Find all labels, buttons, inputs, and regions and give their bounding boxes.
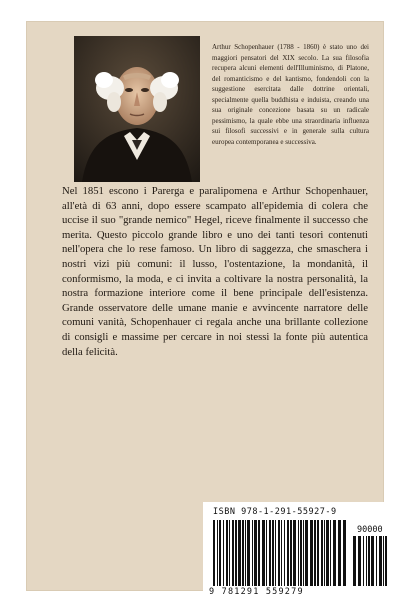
- barcode-bar: [376, 536, 377, 586]
- barcode-bar: [326, 520, 329, 586]
- barcode-bar: [300, 520, 302, 586]
- barcode-bar: [213, 520, 215, 586]
- barcode-bar: [310, 520, 313, 586]
- isbn-label: ISBN 978-1-291-55927-9: [213, 507, 337, 517]
- back-cover: [27, 22, 383, 597]
- barcode-bar: [305, 520, 308, 586]
- barcode-digits: 9 781291 559279: [209, 587, 304, 597]
- barcode-bar: [330, 520, 331, 586]
- barcode-bar: [226, 520, 228, 586]
- barcode-bar: [269, 520, 271, 586]
- barcode-bar: [333, 520, 336, 586]
- barcode-bar: [238, 520, 241, 586]
- barcode-bar: [321, 520, 323, 586]
- barcode-bar: [219, 520, 221, 586]
- barcode-bar: [235, 520, 237, 586]
- barcode-bar: [290, 520, 292, 586]
- barcode-bar: [368, 536, 370, 586]
- barcode-bar: [278, 520, 280, 586]
- barcode-bar: [287, 520, 289, 586]
- barcode-bar: [281, 520, 282, 586]
- barcode-bar: [353, 536, 356, 586]
- barcode-bar: [266, 520, 267, 586]
- barcode-bar: [245, 520, 246, 586]
- barcode-bar: [254, 520, 257, 586]
- barcode-bar: [314, 520, 316, 586]
- barcode-bar: [223, 520, 224, 586]
- barcode-bar: [303, 520, 304, 586]
- barcode-bar: [343, 520, 346, 586]
- barcode-bar: [229, 520, 230, 586]
- barcode-bar: [383, 536, 384, 586]
- barcode-bar: [293, 520, 296, 586]
- barcode-bar: [217, 520, 218, 586]
- barcode-bar: [317, 520, 319, 586]
- book-description: Nel 1851 escono i Parerga e paralipomena e Arthur Schopenhauer, all'età di 63 anni, dopo essere scampato all'epidemia di colera che uccise il suo "grande nemico" Hegel, riceve finalmente il successo che merita. Questo piccolo grande libro e uno dei tanti tesori contenuti nell'opera che lo rese famoso. Un libro di saggezza, che smaschera i nostri vizi più comuni: il lusso, l'ostentazione, la mondanità, il conformismo, la moda, e ci invita a coltivare la nostra personalità, la nostra formazione interiore come il bene principale dell'esistenza. Grande osservatore delle umane manie e avvincente narratore delle comuni vanità, Schopenhauer ci regala anche una brillante collezione di consigli e massime per cercare in noi stessi la fonte più autentica della felicità.: [62, 185, 368, 358]
- barcode-bar: [385, 536, 387, 586]
- barcode-bar: [338, 520, 341, 586]
- barcode-bar: [379, 536, 382, 586]
- author-bio: Arthur Schopenhauer (1788 - 1860) è stato uno dei maggiori pensatori del XIX secolo. La sua filosofia recupera alcuni elementi dell'Illuminismo, di Platone, del romanticismo e del kantismo, fondendoli con la suggestione esercitata dalle dottrine orientali, specialmente quella buddhista e induista, creando una sua originale concezione basata su un radicale pessimismo, la quale ebbe una straordinaria influenza sui filosofi successivi e in generale sulla cultura europea contemporanea e successiva.: [212, 43, 369, 146]
- author-portrait-image: [74, 36, 200, 182]
- price-code: 90000: [357, 525, 383, 535]
- barcode-bar: [247, 520, 250, 586]
- ean-barcode-bars: [213, 520, 349, 586]
- addon-barcode-bars: [353, 536, 387, 586]
- barcode-bar: [324, 520, 325, 586]
- author-portrait: [74, 36, 200, 182]
- isbn-barcode: [203, 502, 393, 600]
- barcode-bar: [252, 520, 253, 586]
- barcode-bar: [363, 536, 364, 586]
- barcode-bar: [366, 536, 367, 586]
- barcode-bar: [232, 520, 234, 586]
- barcode-bar: [275, 520, 276, 586]
- barcode-bar: [371, 536, 374, 586]
- barcode-bar: [258, 520, 260, 586]
- barcode-bar: [358, 536, 361, 586]
- barcode-bar: [242, 520, 244, 586]
- barcode-bar: [298, 520, 299, 586]
- barcode-bar: [272, 520, 274, 586]
- barcode-bar: [284, 520, 285, 586]
- barcode-bar: [262, 520, 265, 586]
